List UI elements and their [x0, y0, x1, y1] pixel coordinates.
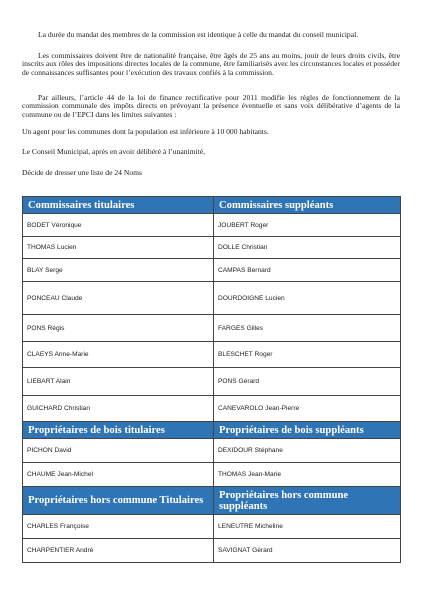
suppleant-name: FARGES Gilles	[214, 315, 401, 342]
titulaire-name: CHAUME Jean-Michel	[23, 463, 214, 487]
titulaire-name: BLAY Serge	[23, 259, 214, 282]
paragraph-decision: Décide de dresser une liste de 24 Noms	[22, 168, 142, 177]
titulaire-name: BODET Véronique	[23, 214, 214, 237]
titulaire-name: LIEBART Alain	[23, 368, 214, 396]
paragraph-commissioner-requirements: Les commissaires doivent être de nationalité française, être âgés de 25 ans au moins, jouir de leurs droits civils, être inscrits aux rôles des impositions directes locales de la commune, être familiarisés avec les circonstances locales et posséder de connaissances suffisantes pour l’exécution des travaux confiés à la commission.	[22, 51, 400, 77]
suppleant-name: LENEUTRE Micheline	[214, 515, 401, 539]
table-row	[23, 539, 401, 563]
suppleant-name: JOUBERT Roger	[214, 214, 401, 237]
suppleant-name: DEXIDOUR Stéphane	[214, 439, 401, 463]
table-row	[23, 237, 401, 259]
header-bois-suppleants: Propriétaires de bois suppléants	[214, 422, 401, 439]
suppleant-name: SAVIGNAT Gérard	[214, 539, 401, 563]
paragraph-mandate-duration: La durée du mandat des membres de la commission est identique à celle du mandat du conseil municipal.	[38, 30, 359, 39]
titulaire-name: CHARLES Françoise	[23, 515, 214, 539]
table-row	[23, 368, 401, 396]
table-row	[23, 282, 401, 315]
paragraph-agent-rule: Un agent pour les communes dont la population est inférieure à 10 000 habitants.	[22, 127, 269, 136]
suppleant-name: BLESCHET Roger	[214, 342, 401, 368]
header-commissaires-titulaires: Commissaires titulaires	[23, 197, 214, 214]
titulaire-name: GUICHARD Christian	[23, 396, 214, 422]
section-header-row	[23, 197, 401, 214]
table-row	[23, 259, 401, 282]
header-hors-commune-suppleants: Propriétaires hors commune suppléants	[214, 487, 401, 515]
suppleant-name: PONS Gérard	[214, 368, 401, 396]
paragraph-council-deliberation: Le Conseil Municipal, après en avoir délibéré à l’unanimité,	[22, 147, 206, 156]
table-row	[23, 396, 401, 422]
header-hors-commune-titulaires: Propriétaires hors commune Titulaires	[23, 487, 214, 515]
suppleant-name: DOURDOIGNE Lucien	[214, 282, 401, 315]
paragraph-finance-law-article: Par ailleurs, l’article 44 de la loi de finance rectificative pour 2011 modifie les règles de fonctionnement de la commission communale des impôts directs en prévoyant la présence éventuelle et sans voix délibérative d’agents de la commune ou de l’EPCI dans les limites suivantes :	[22, 93, 400, 119]
suppleant-name: THOMAS Jean-Marie	[214, 463, 401, 487]
table-row	[23, 439, 401, 463]
titulaire-name: THOMAS Lucien	[23, 237, 214, 259]
suppleant-name: DOLLE Christian	[214, 237, 401, 259]
section-header-row	[23, 487, 401, 515]
table-row	[23, 315, 401, 342]
titulaire-name: CHARPENTIER André	[23, 539, 214, 563]
table-row	[23, 214, 401, 237]
header-commissaires-suppleants: Commissaires suppléants	[214, 197, 401, 214]
commission-members-table	[22, 196, 401, 563]
table-row	[23, 515, 401, 539]
titulaire-name: PONS Régis	[23, 315, 214, 342]
header-bois-titulaires: Propriétaires de bois titulaires	[23, 422, 214, 439]
table-row	[23, 463, 401, 487]
suppleant-name: CAMPAS Bernard	[214, 259, 401, 282]
titulaire-name: PICHON David	[23, 439, 214, 463]
section-header-row	[23, 422, 401, 439]
titulaire-name: CLAEYS Anne-Marie	[23, 342, 214, 368]
suppleant-name: CANEVAROLO Jean-Pierre	[214, 396, 401, 422]
titulaire-name: PONCEAU Claude	[23, 282, 214, 315]
table-row	[23, 342, 401, 368]
